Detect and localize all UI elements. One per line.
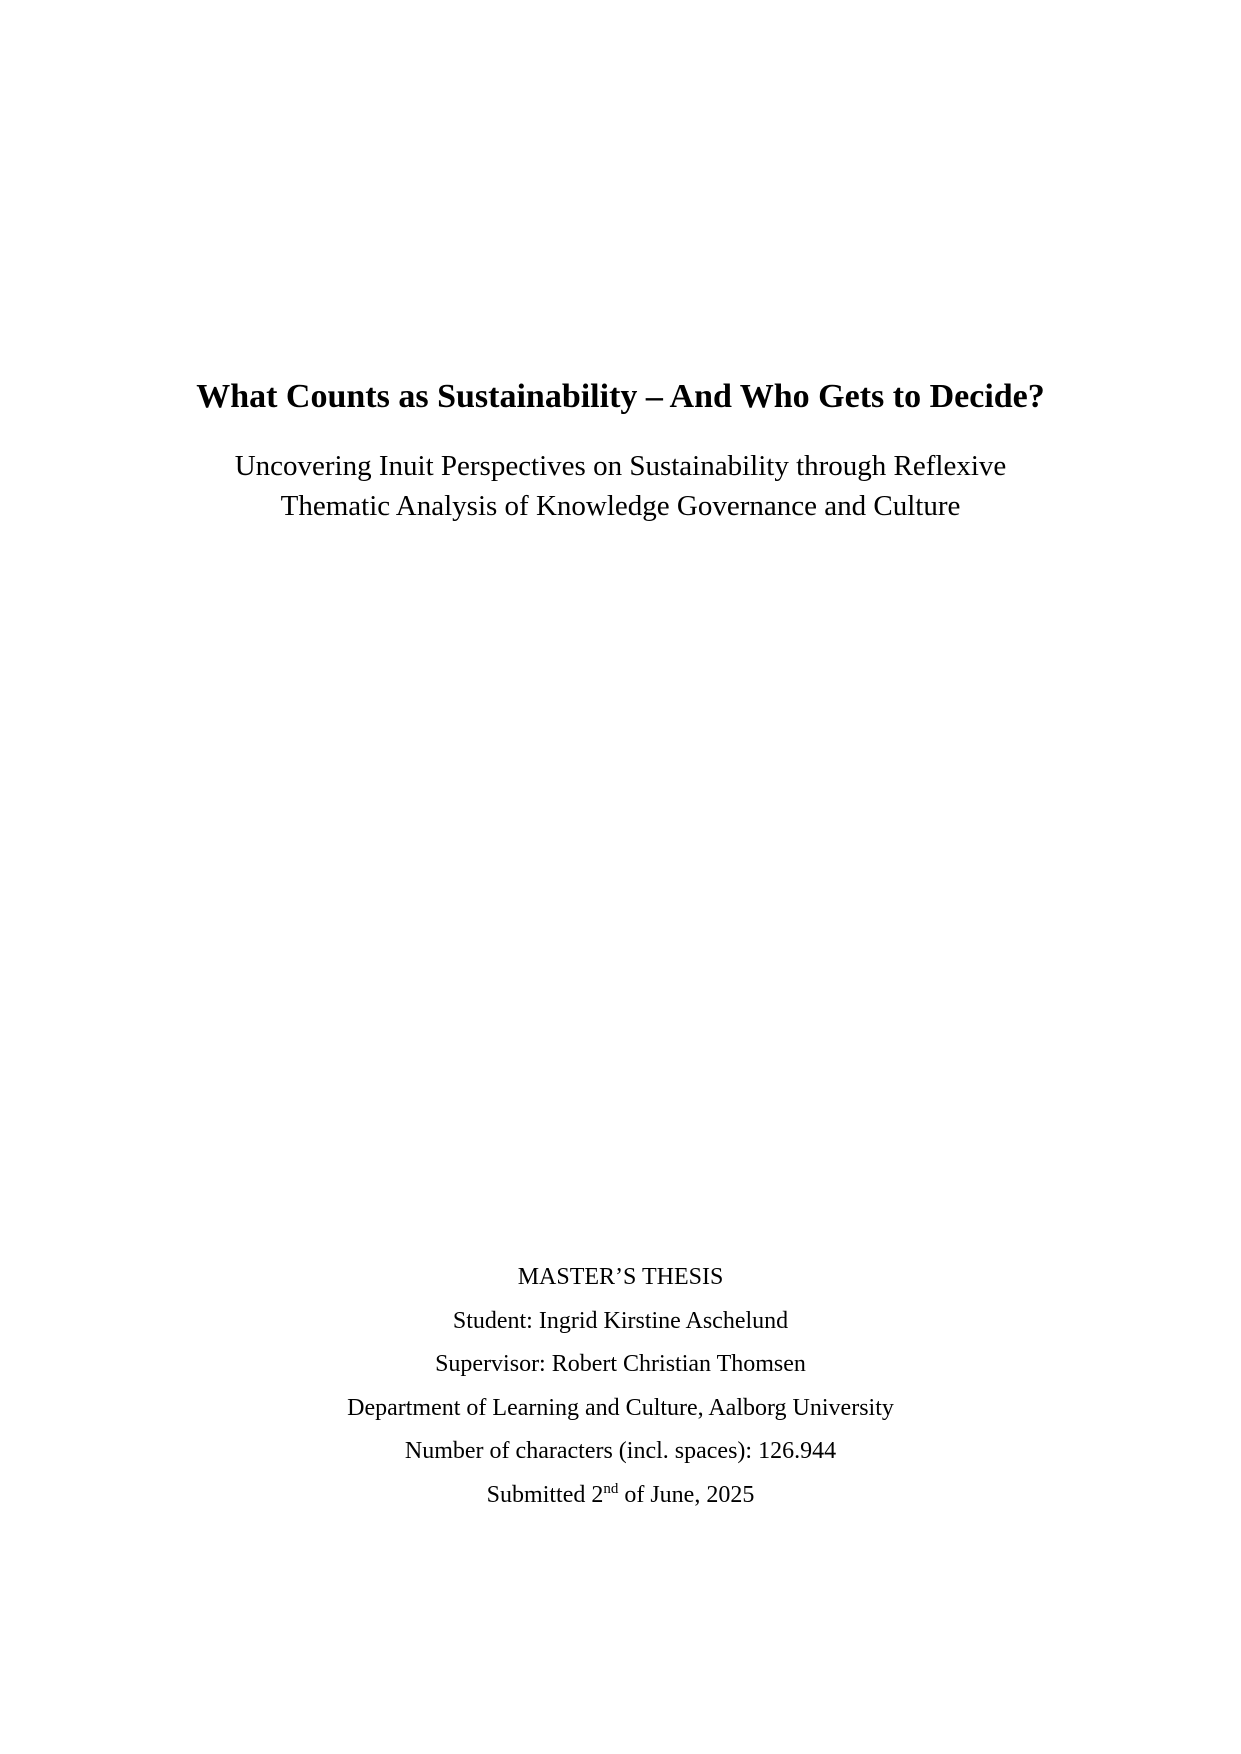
subtitle-line-2: Thematic Analysis of Knowledge Governance and Culture	[280, 490, 961, 522]
submission-date-prefix: Submitted 2	[486, 1481, 604, 1508]
thesis-details	[0, 1256, 1241, 1517]
student-name: Student: Ingrid Kirstine Aschelund	[452, 1307, 789, 1334]
subtitle-line-1: Uncovering Inuit Perspectives on Sustainability through Reflexive	[234, 450, 1007, 482]
department-name: Department of Learning and Culture, Aalborg University	[347, 1394, 894, 1421]
thesis-subtitle	[0, 446, 1241, 526]
submission-date	[0, 1474, 1241, 1518]
submission-date-ordinal: nd	[603, 1480, 619, 1497]
supervisor-name: Supervisor: Robert Christian Thomsen	[435, 1351, 806, 1377]
thesis-title: What Counts as Sustainability – And Who Gets to Decide?	[196, 378, 1045, 415]
submission-date-suffix: of June, 2025	[618, 1481, 755, 1508]
thesis-type: MASTER’S THESIS	[517, 1264, 724, 1290]
character-count: Number of characters (incl. spaces): 126.944	[404, 1438, 837, 1464]
